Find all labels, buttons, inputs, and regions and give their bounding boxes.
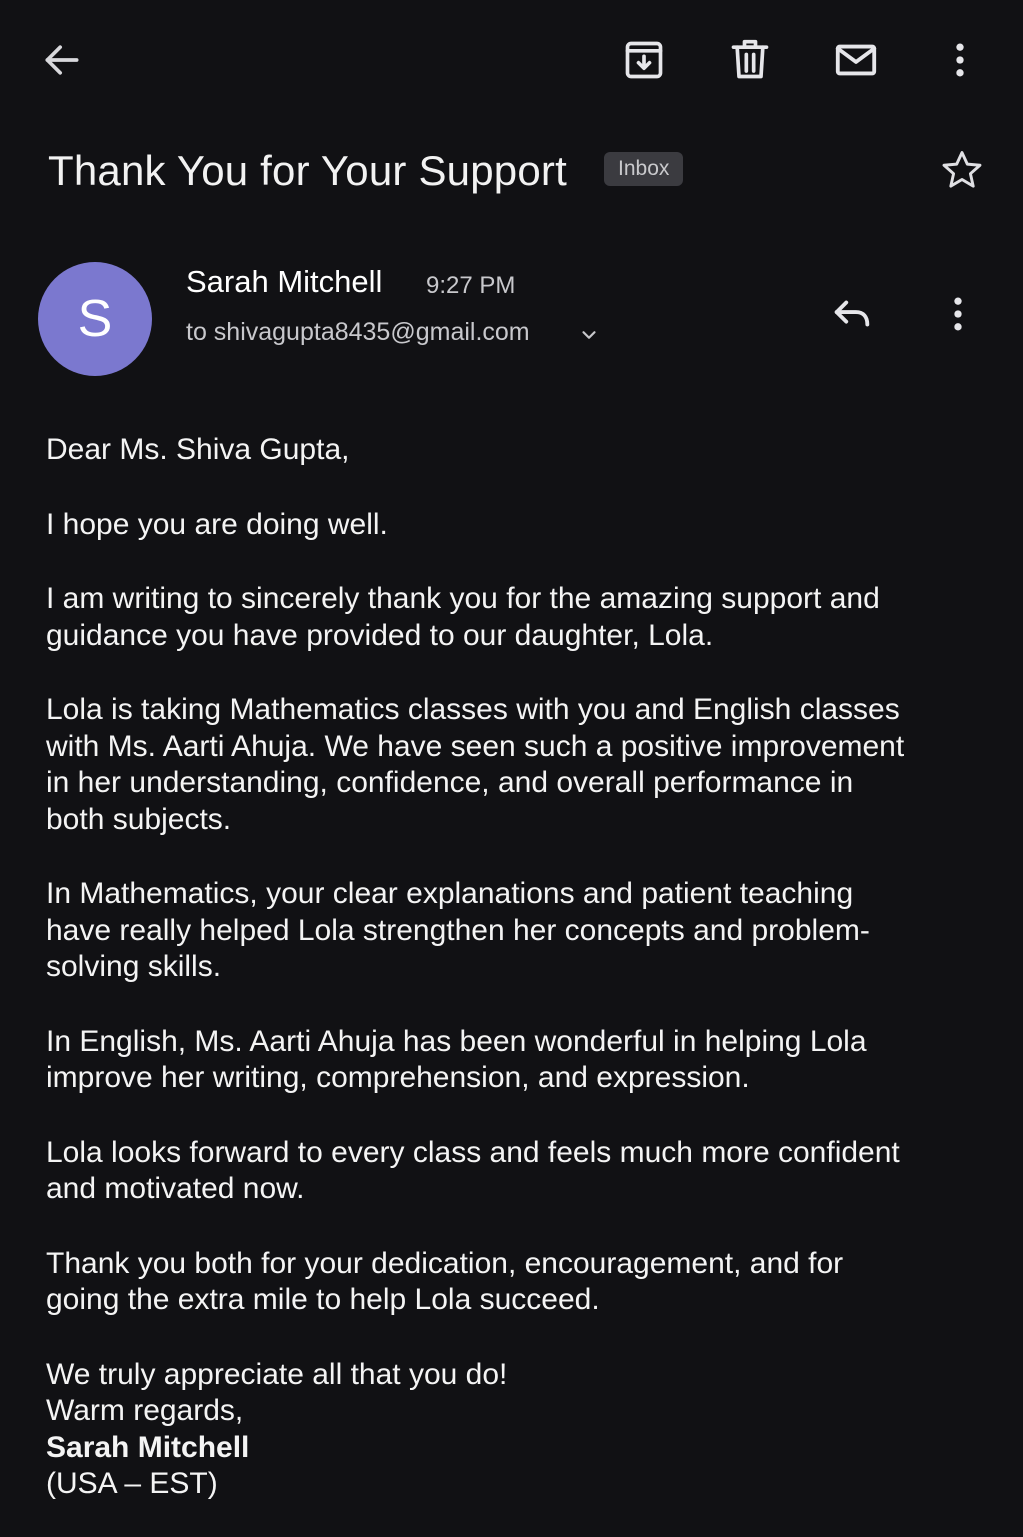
reply-icon[interactable] (826, 288, 878, 340)
archive-icon[interactable] (618, 34, 670, 86)
body-paragraph: Lola looks forward to every class and feels much more confident and motivated now. (46, 1135, 900, 1205)
inbox-label-badge[interactable]: Inbox (604, 152, 683, 186)
recipient-line: to shivagupta8435@gmail.com (186, 318, 530, 346)
body-paragraph: I hope you are doing well. (46, 507, 388, 541)
sender-name: Sarah Mitchell (186, 264, 383, 299)
signature-name: Sarah Mitchell (46, 1430, 250, 1464)
subject-row (48, 138, 1008, 204)
mail-icon[interactable] (830, 34, 882, 86)
body-paragraph: In English, Ms. Aarti Ahuja has been wonderful in helping Lola improve her writing, comprehension, and expression. (46, 1024, 867, 1094)
email-body (46, 432, 986, 1503)
top-app-bar (0, 0, 1023, 118)
signoff: Warm regards, (46, 1394, 244, 1427)
more-vert-icon[interactable] (932, 288, 984, 340)
trash-icon[interactable] (724, 34, 776, 86)
sent-time: 9:27 PM (426, 272, 516, 299)
email-subject: Thank You for Your Support (48, 147, 567, 194)
signature-timezone: (USA – EST) (46, 1467, 218, 1500)
body-paragraph: Thank you both for your dedication, encouragement, and for going the extra mile to help Lola succeed. (46, 1246, 844, 1316)
more-vert-icon[interactable] (934, 34, 986, 86)
body-paragraph: We truly appreciate all that you do! (46, 1357, 508, 1391)
arrow-left-icon[interactable] (36, 34, 88, 86)
star-outline-icon[interactable] (936, 144, 988, 196)
greeting: Dear Ms. Shiva Gupta, (46, 433, 350, 466)
body-paragraph: Lola is taking Mathematics classes with you and English classes with Ms. Aarti Ahuja. We have seen such a positive improvement in her understanding, confidence, and overall performance in both subjects. (46, 693, 905, 836)
chevron-down-icon[interactable] (574, 320, 604, 350)
avatar[interactable]: S (38, 262, 152, 376)
body-paragraph: In Mathematics, your clear explanations and patient teaching have really helped Lola strengthen her concepts and problem- solving skills. (46, 877, 870, 983)
body-paragraph: I am writing to sincerely thank you for the amazing support and guidance you have provided to our daughter, Lola. (46, 582, 880, 652)
message-header (38, 260, 998, 380)
